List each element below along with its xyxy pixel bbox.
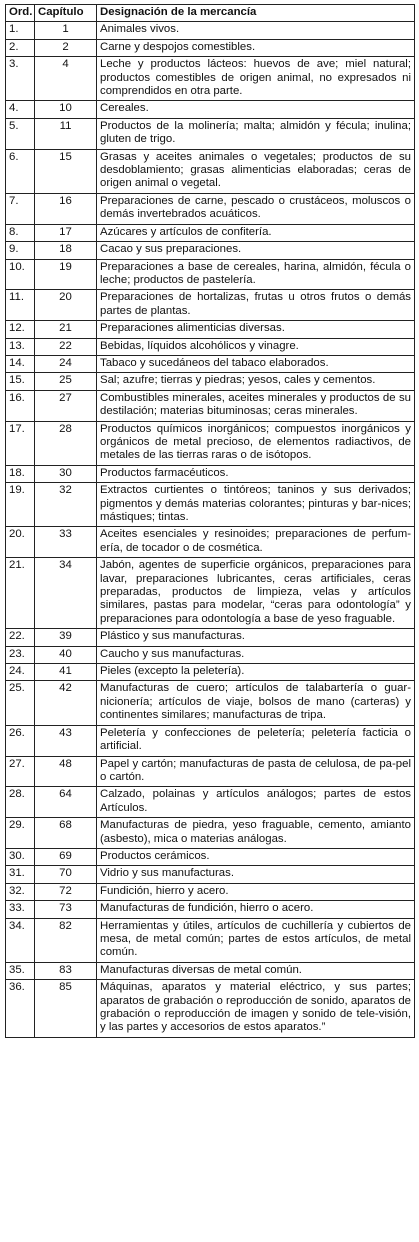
- row-capitulo: 20: [35, 290, 97, 321]
- header-designacion: Designación de la mercancía: [97, 5, 415, 22]
- row-ord: 18.: [6, 465, 35, 482]
- row-ord: 23.: [6, 646, 35, 663]
- table-body: [6, 22, 415, 1037]
- row-designacion: Carne y despojos comestibles.: [97, 39, 415, 56]
- table-row: [6, 39, 415, 56]
- row-capitulo: 15: [35, 149, 97, 193]
- row-designacion: Productos químicos inorgánicos; compuestos inorgánicos y orgánicos de metal precioso, de elementos radiactivos, de metales de las tierras raras o de isótopos.: [97, 421, 415, 465]
- row-designacion: Sal; azufre; tierras y piedras; yesos, cales y cementos.: [97, 373, 415, 390]
- row-ord: 3.: [6, 57, 35, 101]
- row-designacion: Calzado, polainas y artículos análogos; partes de estos Artículos.: [97, 787, 415, 818]
- row-ord: 2.: [6, 39, 35, 56]
- table-row: [6, 866, 415, 883]
- row-ord: 35.: [6, 962, 35, 979]
- row-designacion: Herramientas y útiles, artículos de cuchillería y cubiertos de mesa, de metal común; partes de estos artículos, de metal común.: [97, 918, 415, 962]
- row-designacion: Cereales.: [97, 101, 415, 118]
- row-designacion: Vidrio y sus manufacturas.: [97, 866, 415, 883]
- table-row: [6, 756, 415, 787]
- row-ord: 30.: [6, 848, 35, 865]
- row-capitulo: 30: [35, 465, 97, 482]
- row-ord: 11.: [6, 290, 35, 321]
- row-ord: 26.: [6, 725, 35, 756]
- row-ord: 36.: [6, 980, 35, 1038]
- row-designacion: Cacao y sus preparaciones.: [97, 242, 415, 259]
- row-capitulo: 64: [35, 787, 97, 818]
- row-capitulo: 22: [35, 338, 97, 355]
- row-designacion: Manufacturas de cuero; artículos de talabartería o guar-nicionería; artículos de viaje, bolsos de mano (carteras) y continentes similares; manufacturas de tripa.: [97, 681, 415, 725]
- table-row: [6, 193, 415, 224]
- row-designacion: Combustibles minerales, aceites minerales y productos de su destilación; materias bituminosas; ceras minerales.: [97, 390, 415, 421]
- table-row: [6, 962, 415, 979]
- row-designacion: Caucho y sus manufacturas.: [97, 646, 415, 663]
- row-ord: 20.: [6, 527, 35, 558]
- row-ord: 19.: [6, 483, 35, 527]
- row-ord: 21.: [6, 558, 35, 629]
- row-capitulo: 40: [35, 646, 97, 663]
- row-ord: 4.: [6, 101, 35, 118]
- table-row: [6, 224, 415, 241]
- row-capitulo: 32: [35, 483, 97, 527]
- table-row: [6, 725, 415, 756]
- row-ord: 32.: [6, 883, 35, 900]
- row-designacion: Animales vivos.: [97, 22, 415, 39]
- row-designacion: Aceites esenciales y resinoides; preparaciones de perfum-ería, de tocador o de cosmética.: [97, 527, 415, 558]
- row-capitulo: 41: [35, 664, 97, 681]
- table-row: [6, 118, 415, 149]
- row-designacion: Preparaciones a base de cereales, harina, almidón, fécula o leche; productos de pastelería.: [97, 259, 415, 290]
- table-row: [6, 421, 415, 465]
- table-row: [6, 681, 415, 725]
- row-designacion: Manufacturas de fundición, hierro o acero.: [97, 901, 415, 918]
- row-designacion: Preparaciones de carne, pescado o crustáceos, moluscos o demás invertebrados acuáticos.: [97, 193, 415, 224]
- merchandise-table: [5, 4, 415, 1038]
- row-designacion: Productos farmacéuticos.: [97, 465, 415, 482]
- row-capitulo: 4: [35, 57, 97, 101]
- row-capitulo: 42: [35, 681, 97, 725]
- table-header-row: [6, 5, 415, 22]
- row-designacion: Peletería y confecciones de peletería; peletería facticia o artificial.: [97, 725, 415, 756]
- row-ord: 29.: [6, 818, 35, 849]
- row-capitulo: 82: [35, 918, 97, 962]
- row-capitulo: 24: [35, 355, 97, 372]
- row-capitulo: 83: [35, 962, 97, 979]
- row-designacion: Productos cerámicos.: [97, 848, 415, 865]
- row-ord: 10.: [6, 259, 35, 290]
- row-designacion: Bebidas, líquidos alcohólicos y vinagre.: [97, 338, 415, 355]
- row-designacion: Fundición, hierro y acero.: [97, 883, 415, 900]
- row-ord: 31.: [6, 866, 35, 883]
- row-ord: 15.: [6, 373, 35, 390]
- table-row: [6, 259, 415, 290]
- row-designacion: Preparaciones alimenticias diversas.: [97, 321, 415, 338]
- table-row: [6, 465, 415, 482]
- row-designacion: Azúcares y artículos de confitería.: [97, 224, 415, 241]
- row-ord: 17.: [6, 421, 35, 465]
- table-row: [6, 355, 415, 372]
- table-row: [6, 290, 415, 321]
- table-row: [6, 818, 415, 849]
- table-row: [6, 149, 415, 193]
- row-ord: 16.: [6, 390, 35, 421]
- row-ord: 22.: [6, 629, 35, 646]
- row-designacion: Grasas y aceites animales o vegetales; productos de su desdoblamiento; grasas alimenticias elaboradas; ceras de origen animal o vegetal.: [97, 149, 415, 193]
- row-designacion: Máquinas, aparatos y material eléctrico, y sus partes; aparatos de grabación o reproducción de sonido, aparatos de grabación o reproducción de imagen y sonido de tele-visión, y las partes y accesorios de estos aparatos.”: [97, 980, 415, 1038]
- table-row: [6, 629, 415, 646]
- row-capitulo: 48: [35, 756, 97, 787]
- table-row: [6, 101, 415, 118]
- row-capitulo: 43: [35, 725, 97, 756]
- table-row: [6, 338, 415, 355]
- table-row: [6, 390, 415, 421]
- row-capitulo: 39: [35, 629, 97, 646]
- table-row: [6, 664, 415, 681]
- row-capitulo: 1: [35, 22, 97, 39]
- row-designacion: Pieles (excepto la peletería).: [97, 664, 415, 681]
- row-ord: 28.: [6, 787, 35, 818]
- row-designacion: Jabón, agentes de superficie orgánicos, preparaciones para lavar, preparaciones lubricantes, ceras artificiales, ceras preparadas, productos de limpieza, velas y artículos similares, pastas para modelar, “ceras para odontología” y preparaciones para odontología a base de yeso fraguable.: [97, 558, 415, 629]
- row-designacion: Tabaco y sucedáneos del tabaco elaborados.: [97, 355, 415, 372]
- row-designacion: Plástico y sus manufacturas.: [97, 629, 415, 646]
- row-ord: 6.: [6, 149, 35, 193]
- row-capitulo: 18: [35, 242, 97, 259]
- row-designacion: Productos de la molinería; malta; almidón y fécula; inulina; gluten de trigo.: [97, 118, 415, 149]
- row-ord: 14.: [6, 355, 35, 372]
- document-page: [5, 4, 414, 1038]
- row-capitulo: 19: [35, 259, 97, 290]
- table-row: [6, 527, 415, 558]
- row-capitulo: 33: [35, 527, 97, 558]
- row-ord: 33.: [6, 901, 35, 918]
- row-ord: 27.: [6, 756, 35, 787]
- row-ord: 7.: [6, 193, 35, 224]
- table-row: [6, 848, 415, 865]
- row-capitulo: 16: [35, 193, 97, 224]
- row-ord: 13.: [6, 338, 35, 355]
- row-ord: 34.: [6, 918, 35, 962]
- table-row: [6, 883, 415, 900]
- row-designacion: Preparaciones de hortalizas, frutas u otros frutos o demás partes de plantas.: [97, 290, 415, 321]
- header-ord: Ord.: [6, 5, 35, 22]
- row-designacion: Manufacturas de piedra, yeso fraguable, cemento, amianto (asbesto), mica o materias análogas.: [97, 818, 415, 849]
- row-ord: 8.: [6, 224, 35, 241]
- row-ord: 9.: [6, 242, 35, 259]
- row-capitulo: 28: [35, 421, 97, 465]
- row-capitulo: 25: [35, 373, 97, 390]
- row-capitulo: 70: [35, 866, 97, 883]
- row-designacion: Leche y productos lácteos: huevos de ave; miel natural; productos comestibles de origen animal, no expresados ni comprendidos en otra parte.: [97, 57, 415, 101]
- row-capitulo: 2: [35, 39, 97, 56]
- row-ord: 24.: [6, 664, 35, 681]
- table-row: [6, 787, 415, 818]
- row-capitulo: 21: [35, 321, 97, 338]
- table-row: [6, 918, 415, 962]
- row-ord: 25.: [6, 681, 35, 725]
- table-row: [6, 57, 415, 101]
- table-row: [6, 558, 415, 629]
- row-designacion: Papel y cartón; manufacturas de pasta de celulosa, de pa-pel o cartón.: [97, 756, 415, 787]
- row-capitulo: 27: [35, 390, 97, 421]
- table-row: [6, 980, 415, 1038]
- row-capitulo: 68: [35, 818, 97, 849]
- table-row: [6, 373, 415, 390]
- table-row: [6, 483, 415, 527]
- row-capitulo: 69: [35, 848, 97, 865]
- table-row: [6, 901, 415, 918]
- table-row: [6, 321, 415, 338]
- row-ord: 1.: [6, 22, 35, 39]
- row-capitulo: 10: [35, 101, 97, 118]
- table-row: [6, 242, 415, 259]
- header-capitulo: Capítulo: [35, 5, 97, 22]
- row-capitulo: 73: [35, 901, 97, 918]
- row-capitulo: 72: [35, 883, 97, 900]
- row-designacion: Extractos curtientes o tintóreos; taninos y sus derivados; pigmentos y demás materias colorantes; pinturas y bar-nices; mástiques; tintas.: [97, 483, 415, 527]
- row-capitulo: 34: [35, 558, 97, 629]
- row-capitulo: 11: [35, 118, 97, 149]
- table-row: [6, 22, 415, 39]
- row-capitulo: 17: [35, 224, 97, 241]
- row-ord: 12.: [6, 321, 35, 338]
- row-designacion: Manufacturas diversas de metal común.: [97, 962, 415, 979]
- row-capitulo: 85: [35, 980, 97, 1038]
- table-row: [6, 646, 415, 663]
- row-ord: 5.: [6, 118, 35, 149]
